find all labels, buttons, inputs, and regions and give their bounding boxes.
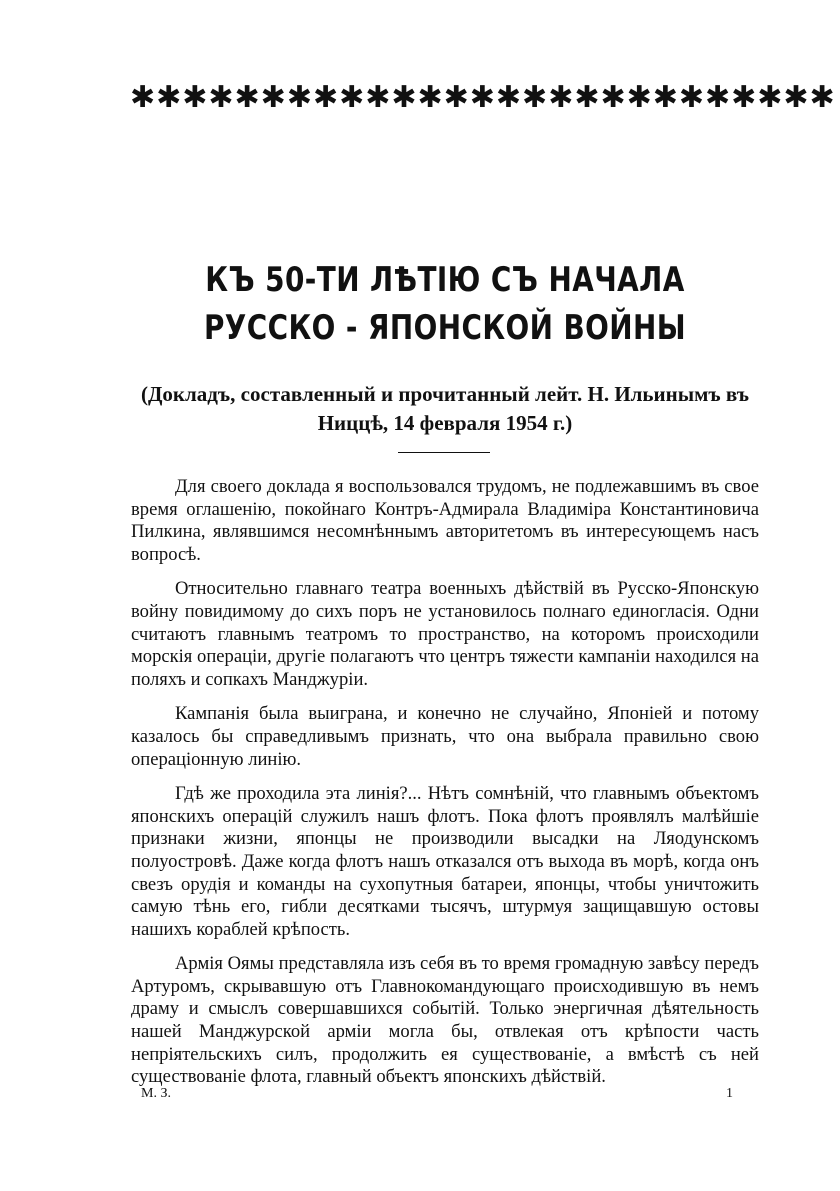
paragraph: Армія Оямы представляла изъ себя въ то время громадную завѣсу передъ Артуромъ, скрывавшую отъ Главнокомандующаго происходившую въ немъ драму и смыслъ совершавшихся событій. Только энергичная дѣятельность нашей Манджурской арміи могла бы, отвлекая отъ крѣпости часть непріятельскихъ силъ, продолжить ея существованіе, а вмѣстѣ съ ней существованіе флота, главный объектъ японскихъ дѣйствій. xyxy=(131,953,759,1088)
page-footer xyxy=(131,1086,759,1110)
section-divider xyxy=(398,452,490,453)
article-title xyxy=(187,256,704,352)
page-number: 1 xyxy=(726,1086,733,1101)
paragraph: Относительно главнаго театра военныхъ дѣйствій въ Русско-Японскую войну повидимому до сихъ поръ не установилось полнаго единогласія. Одни считаютъ главнымъ театромъ то пространство, на которомъ происходили морскія операціи, другіе полагаютъ что центръ тяжести кампаніи находился на поляхъ и сопкахъ Манджуріи. xyxy=(131,578,759,690)
paragraph: Для своего доклада я воспользовался трудомъ, не подлежавшимъ въ свое время оглашенію, покойнаго Контръ-Адмирала Владиміра Константиновича Пилкина, являвшимся несомнѣннымъ авторитетомъ въ интересующемъ насъ вопросѣ. xyxy=(131,476,759,565)
title-line-1: КЪ 50-ТИ ЛѢТІЮ СЪ НАЧАЛА xyxy=(205,260,685,300)
title-line-2: РУССКО - ЯПОНСКОЙ ВОЙНЫ xyxy=(203,308,687,348)
paragraph: Кампанія была выиграна, и конечно не случайно, Японіей и потому казалось бы справедливымъ признать, что она выбрала правильно свою операціонную линію. xyxy=(131,703,759,770)
star-ornament-row: ✱✱✱✱✱✱✱✱✱✱✱✱✱✱✱✱✱✱✱✱✱✱✱✱✱✱✱ xyxy=(130,80,836,115)
signature-mark: М. З. xyxy=(141,1086,171,1101)
paragraph: Гдѣ же проходила эта линія?... Нѣтъ сомнѣній, что главнымъ объектомъ японскихъ операцій служилъ нашъ флотъ. Пока флотъ проявлялъ малѣйшіе признаки жизни, японцы не производили высадки на Ляодунскомъ полуостровѣ. Даже когда флотъ нашъ отказался отъ выхода въ морѣ, когда онъ свезъ орудія и команды на сухопутныя батареи, японцы, чтобы уничтожить самую тѣнь его, гибли десятками тысячъ, штурмуя защищавшую остовы нашихъ кораблей крѣпость. xyxy=(131,783,759,940)
article-subtitle: (Докладъ, составленный и прочитанный лейт. Н. Ильинымъ въ Ниццѣ, 14 февраля 1954 г.) xyxy=(140,382,749,435)
article-body xyxy=(131,476,759,1101)
